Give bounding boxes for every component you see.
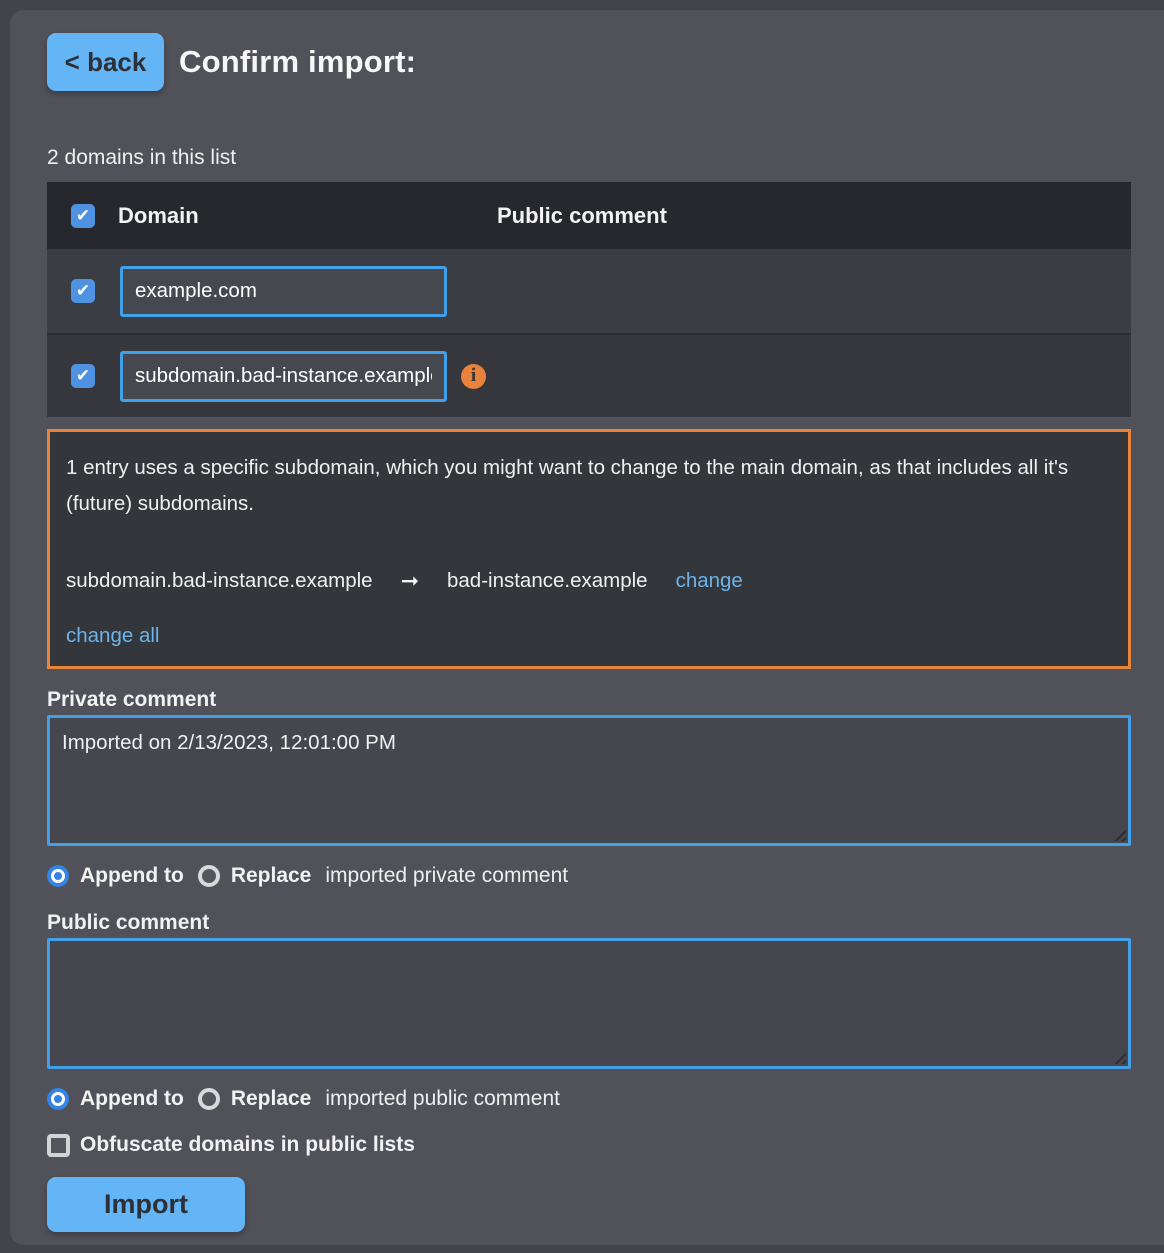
row-checkbox[interactable] (71, 279, 95, 303)
table-header-row (47, 182, 1131, 249)
private-replace-label: Replace (230, 864, 312, 887)
public-append-label: Append to (80, 1087, 184, 1110)
private-comment-label: Private comment (47, 688, 217, 711)
private-comment-mode-row (47, 864, 1131, 888)
public-append-radio[interactable] (47, 1088, 69, 1110)
private-mode-suffix: imported private comment (325, 864, 569, 887)
table-row (47, 333, 1131, 417)
check-icon: ✔ (75, 281, 91, 300)
mapping-from-domain: subdomain.bad-instance.example (66, 569, 373, 592)
public-replace-radio[interactable] (198, 1088, 220, 1110)
import-button[interactable]: Import (47, 1177, 245, 1232)
public-comment-mode-row (47, 1087, 1131, 1111)
change-link[interactable]: change (675, 569, 743, 592)
subdomain-warning-box (47, 429, 1131, 669)
subdomain-mapping-row (66, 568, 1106, 594)
domain-count-text: 2 domains in this list (47, 146, 237, 169)
subdomain-warning-message: 1 entry uses a specific subdomain, which you might want to change to the main domain, as that includes all it's (future) subdomains. (66, 456, 1069, 515)
info-icon[interactable] (461, 364, 486, 389)
mapping-to-domain: bad-instance.example (447, 569, 648, 592)
check-icon: ✔ (75, 366, 91, 385)
column-header-public-comment: Public comment (497, 202, 667, 228)
private-comment-textarea[interactable] (47, 715, 1131, 846)
domain-input[interactable] (120, 351, 447, 402)
info-glyph: i (470, 365, 477, 386)
public-mode-suffix: imported public comment (325, 1087, 560, 1110)
private-append-label: Append to (80, 864, 184, 887)
obfuscate-label: Obfuscate domains in public lists (80, 1133, 415, 1156)
private-replace-radio[interactable] (198, 865, 220, 887)
public-replace-label: Replace (230, 1087, 312, 1110)
domain-input[interactable] (120, 266, 447, 317)
confirm-import-page (10, 10, 1164, 1245)
domains-table (47, 182, 1131, 417)
row-checkbox[interactable] (71, 364, 95, 388)
change-all-link[interactable]: change all (66, 624, 160, 647)
page-header (47, 33, 1131, 91)
back-button[interactable]: < back (47, 33, 164, 91)
obfuscate-row (47, 1133, 1131, 1157)
public-comment-textarea[interactable] (47, 938, 1131, 1069)
private-append-radio[interactable] (47, 865, 69, 887)
arrow-right-icon: ➞ (400, 568, 419, 593)
public-comment-label: Public comment (47, 911, 210, 934)
select-all-checkbox[interactable] (71, 204, 95, 228)
table-row (47, 249, 1131, 333)
check-icon: ✔ (75, 205, 91, 225)
column-header-domain: Domain (118, 202, 199, 228)
page-title: Confirm import: (179, 44, 417, 79)
obfuscate-checkbox[interactable] (47, 1134, 70, 1157)
